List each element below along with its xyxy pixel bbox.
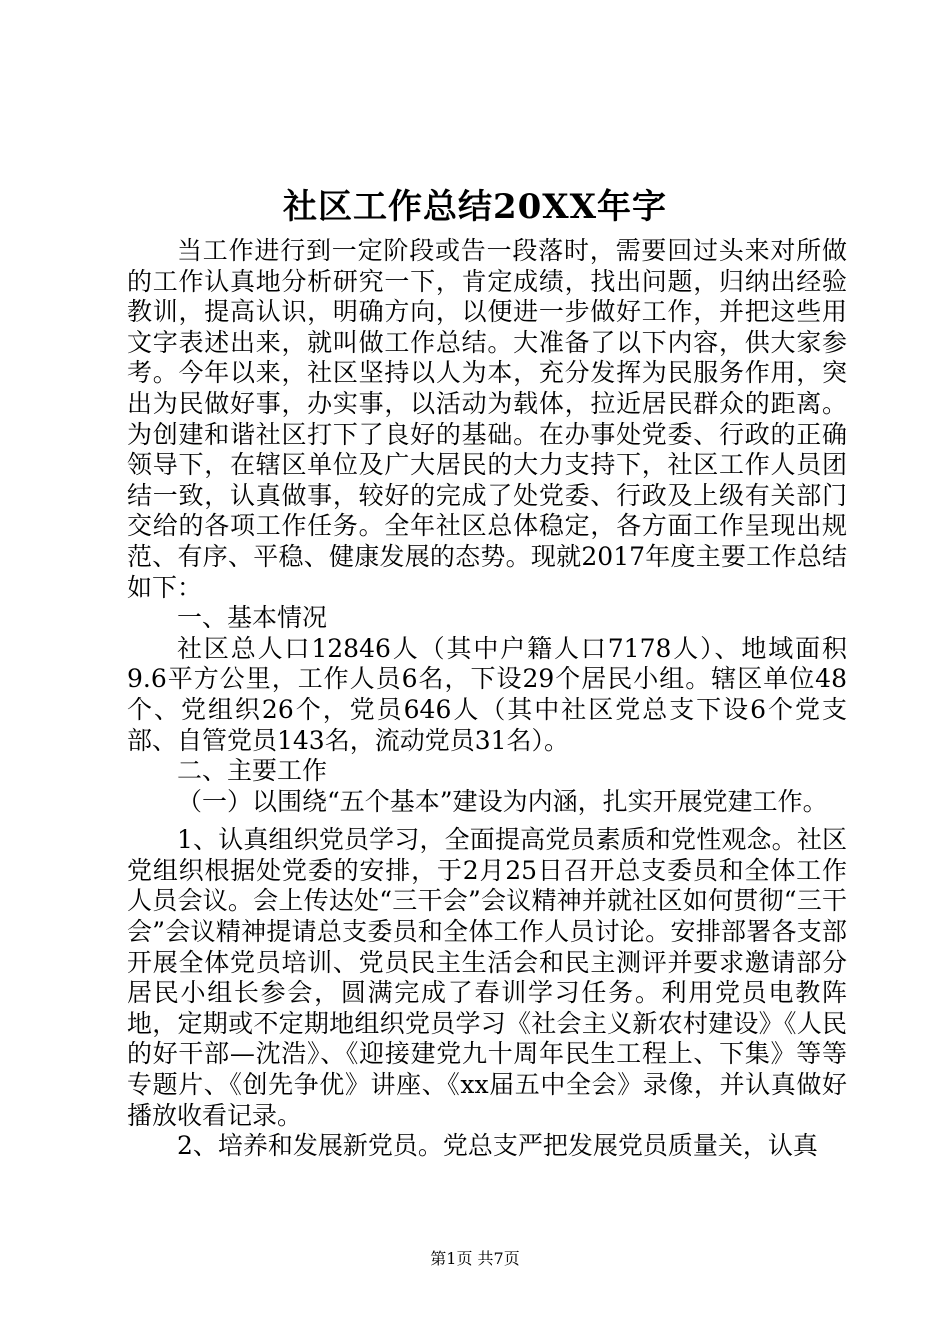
document-title: 社区工作总结20XX年字	[282, 187, 668, 227]
page-number-footer: 第1页 共7页	[430, 1249, 520, 1268]
document-body	[127, 236, 847, 1162]
paragraph-intro: 当工作进行到一定阶段或告一段落时，需要回过头来对所做的工作认真地分析研究一下，肯定成绩，找出问题，归纳出经验教训，提高认识，明确方向，以便进一步做好工作，并把这些用文字表述出来，就叫做工作总结。大准备了以下内容，供大家参考。今年以来，社区坚持以人为本，充分发挥为民服务作用，突出为民做好事，办实事，以活动为载体，拉近居民群众的距离。为创建和谐社区打下了良好的基础。在办事处党委、行政的正确领导下，在辖区单位及广大居民的大力支持下，社区工作人员团结一致，认真做事，较好的完成了处党委、行政及上级有关部门交给的各项工作任务。全年社区总体稳定，各方面工作呈现出规范、有序、平稳、健康发展的态势。现就2017年度主要工作总结如下：	[127, 236, 847, 602]
heading-basic-situation: 一、基本情况	[177, 603, 328, 633]
paragraph-new-members: 2、培养和发展新党员。党总支严把发展党员质量关，认真	[177, 1131, 818, 1161]
subheading-party-building: （一）以围绕“五个基本”建设为内涵，扎实开展党建工作。	[177, 786, 828, 816]
paragraph-basic-situation: 社区总人口12846人（其中户籍人口7178人）、地域面积9.6平方公里，工作人员6名，下设29个居民小组。辖区单位48个、党组织26个，党员646人（其中社区党总支下设6个党支部、自管党员143名，流动党员31名）。	[127, 633, 847, 755]
heading-main-work: 二、主要工作	[177, 756, 328, 786]
paragraph-party-study: 1、认真组织党员学习，全面提高党员素质和党性观念。社区党组织根据处党委的安排，于2月25日召开总支委员和全体工作人员会议。会上传达处“三干会”会议精神并就社区如何贯彻“三干会”会议精神提请总支委员和全体工作人员讨论。安排部署各支部开展全体党员培训、党员民主生活会和民主测评并要求邀请部分居民小组长参会，圆满完成了春训学习任务。利用党员电教阵地，定期或不定期地组织党员学习《社会主义新农村建设》《人民的好干部—沈浩》、《迎接建党九十周年民生工程上、下集》等等专题片、《创先争优》讲座、《xx届五中全会》录像，并认真做好播放收看记录。	[127, 825, 847, 1130]
